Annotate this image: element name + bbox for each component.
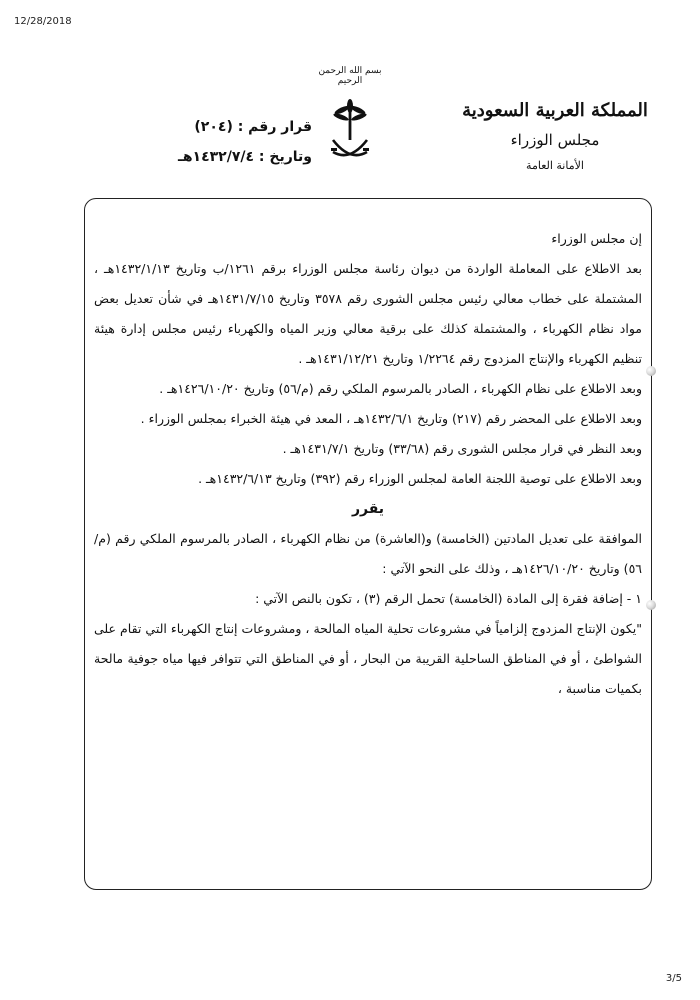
resolution-paragraph: الموافقة على تعديل المادتين (الخامسة) و(العاشرة) من نظام الكهرباء ، الصادر بالمرسوم الملكي رقم (م/٥٦) وتاريخ ١٤٢٦/١٠/٢٠هـ ، وذلك على النحو الآتي : — [94, 531, 642, 576]
general-secretariat: الأمانة العامة — [526, 159, 584, 172]
print-date: 12/28/2018 — [14, 16, 72, 27]
preamble-paragraph: وبعد الاطلاع على توصية اللجنة العامة لمجلس الوزراء رقم (٣٩٢) وتاريخ ١٤٣٢/٦/١٣هـ . — [198, 471, 642, 486]
kingdom-letterhead — [450, 100, 660, 172]
basmala-calligraphy: بسم الله الرحمن الرحيم — [318, 66, 382, 86]
punch-hole — [646, 600, 656, 610]
decision-reference — [162, 112, 312, 172]
preamble-paragraph: بعد الاطلاع على المعاملة الواردة من ديوان رئاسة مجلس الوزراء برقم ١٢٦١/ب وتاريخ ١٤٣٢/١/١٣هـ ، المشتملة على خطاب معالي رئيس مجلس الشورى رقم ٣٥٧٨ وتاريخ ١٤٣١/٧/١٥هـ في شأن تعديل بعض مواد نظام الكهرباء ، والمشتملة كذلك على برقية معالي وزير المياه والكهرباء رئيس مجلس إدارة هيئة تنظيم الكهرباء والإنتاج المزدوج رقم ١/٢٢٦٤ وتاريخ ١٤٣١/١٢/٢١هـ . — [94, 261, 643, 366]
decides-heading: يقرر — [351, 501, 385, 517]
punch-hole — [646, 366, 656, 376]
council-of-ministers: مجلس الوزراء — [510, 131, 600, 149]
preamble-paragraph: وبعد الاطلاع على نظام الكهرباء ، الصادر بالمرسوم الملكي رقم (م/٥٦) وتاريخ ١٤٢٦/١٠/٢٠هـ . — [159, 381, 642, 396]
opening-line: إن مجلس الوزراء — [551, 231, 642, 246]
decision-date: وتاريخ : ١٤٣٢/٧/٤هـ — [178, 149, 312, 165]
preamble-paragraph: وبعد النظر في قرار مجلس الشورى رقم (٣٣/٦٨) وتاريخ ١٤٣١/٧/١هـ . — [282, 441, 642, 456]
page-number: 3/5 — [665, 973, 682, 984]
item-heading: ١ - إضافة فقرة إلى المادة (الخامسة) تحمل الرقم (٣) ، تكون بالنص الآتي : — [255, 591, 642, 606]
kingdom-name: المملكة العربية السعودية — [462, 100, 648, 121]
item-text: "يكون الإنتاج المزدوج إلزامياً في مشروعات تحلية المياه المالحة ، ومشروعات إنتاج الكهرباء التي تقام على الشواطئ ، أو في المناطق الساحلية القريبة من البحار ، أو في المناطق التي تتوافر فيها مياه جوفية مالحة بكميات مناسبة ، — [94, 621, 642, 696]
decision-number: قرار رقم : (٢٠٤) — [194, 119, 312, 135]
palm-and-swords-emblem-icon — [330, 96, 370, 168]
decision-body — [94, 224, 642, 704]
preamble-paragraph: وبعد الاطلاع على المحضر رقم (٢١٧) وتاريخ ١٤٣٢/٦/١هـ ، المعد في هيئة الخبراء بمجلس الوزراء . — [140, 411, 642, 426]
